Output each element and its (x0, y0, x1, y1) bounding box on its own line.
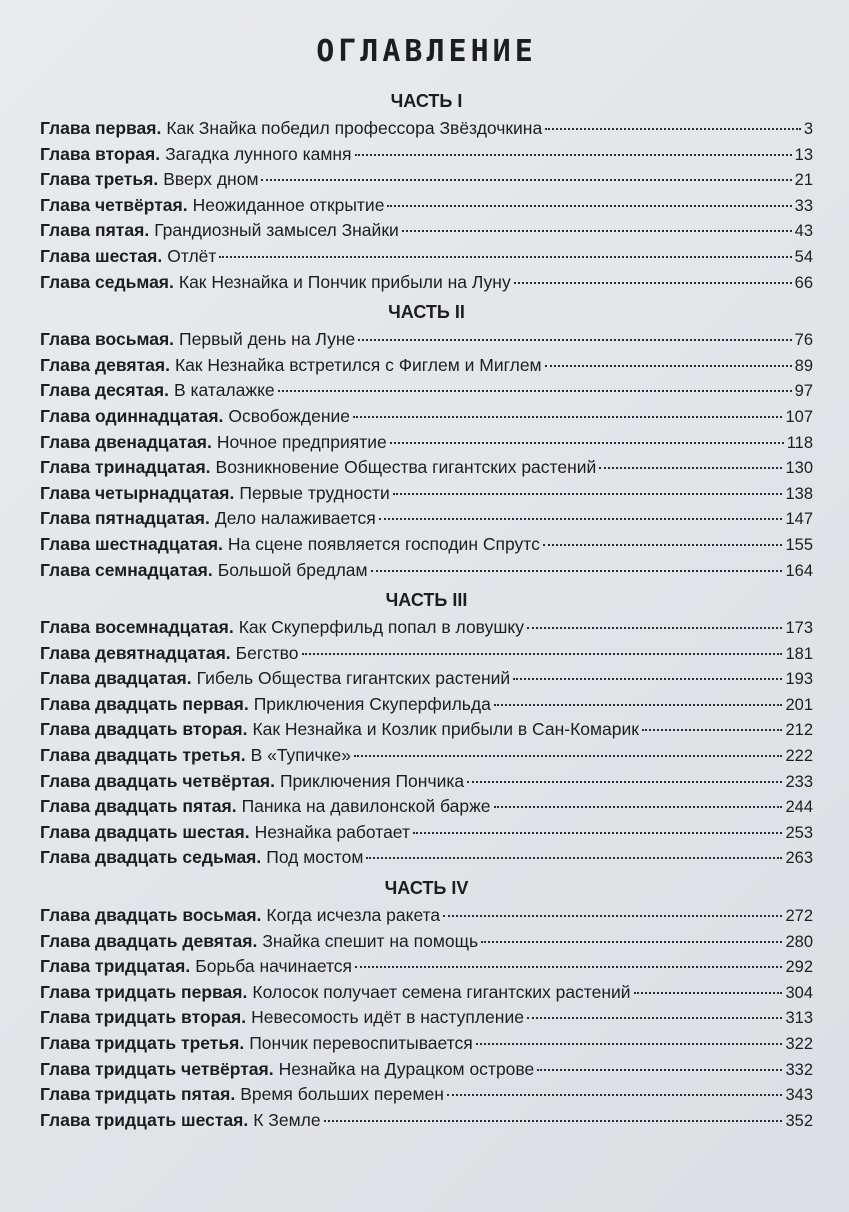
toc-entry (40, 903, 813, 929)
toc-entry (40, 353, 813, 379)
page-number: 352 (785, 1111, 813, 1130)
page-number: 164 (785, 561, 813, 580)
chapter-title: Отлёт (167, 245, 217, 266)
toc-part (40, 297, 813, 583)
chapter-label: Глава тридцатая. (40, 956, 191, 977)
dot-leader (354, 755, 782, 757)
chapter-title: Приключения Пончика (279, 770, 465, 791)
toc-entry (40, 743, 813, 769)
dot-leader (402, 230, 792, 232)
dot-leader (387, 205, 791, 207)
chapter-title: Знайка спешит на помощь (262, 930, 479, 951)
chapter-title: Приключения Скуперфильда (253, 693, 491, 714)
chapter-label: Глава седьмая. (40, 271, 174, 292)
page-number: 193 (785, 670, 813, 689)
dot-leader (543, 544, 783, 546)
page-number: 343 (785, 1086, 813, 1105)
page-number: 21 (794, 171, 813, 190)
part-heading: ЧАСТЬ II (388, 302, 465, 323)
toc-entry (40, 980, 813, 1006)
chapter-label: Глава четвёртая. (40, 194, 188, 215)
toc-entry (40, 794, 813, 820)
toc-entry (40, 1082, 813, 1108)
dot-leader (324, 1120, 783, 1122)
chapter-label: Глава двадцатая. (40, 668, 192, 689)
toc-part (40, 86, 813, 295)
chapter-label: Глава одиннадцатая. (40, 405, 224, 426)
chapter-title: В каталажке (173, 380, 275, 401)
chapter-label: Глава пятая. (40, 220, 150, 241)
page-number: 138 (785, 484, 813, 503)
chapter-title: Большой бредлам (217, 559, 368, 580)
chapter-title: Паника на давилонской барже (241, 796, 491, 817)
page-number: 233 (785, 772, 813, 791)
dot-leader (393, 493, 783, 495)
toc-entry (40, 167, 813, 193)
page-number: 3 (803, 120, 813, 138)
page-number: 322 (785, 1035, 813, 1053)
dot-leader (413, 832, 783, 834)
toc-entry (40, 820, 813, 846)
page-number: 130 (785, 459, 813, 478)
dot-leader (302, 653, 783, 655)
toc-entry (40, 116, 813, 142)
chapter-label: Глава шестая. (40, 245, 163, 266)
dot-leader (514, 282, 792, 284)
page-number: 272 (785, 907, 813, 926)
chapter-label: Глава тридцать вторая. (40, 1007, 247, 1028)
dot-leader (355, 966, 782, 968)
chapter-title: Пончик перевоспитывается (249, 1033, 473, 1053)
chapter-label: Глава десятая. (40, 380, 169, 401)
dot-leader (261, 179, 791, 181)
chapter-title: Ночное предприятие (216, 431, 387, 452)
page-number: 118 (786, 433, 813, 452)
toc-part (40, 873, 813, 1133)
chapter-label: Глава тридцать четвёртая. (40, 1058, 274, 1079)
chapter-title: Гибель Общества гигантских растений (196, 668, 511, 689)
dot-leader (494, 704, 783, 706)
chapter-label: Глава тридцать шестая. (40, 1109, 249, 1130)
toc-entry (40, 641, 813, 667)
chapter-label: Глава вторая. (40, 143, 161, 164)
chapter-title: Как Незнайка и Пончик прибыли на Луну (178, 271, 511, 292)
dot-leader (379, 518, 783, 520)
dot-leader (447, 1094, 783, 1096)
chapter-title: Грандиозный замысел Знайки (154, 220, 399, 241)
page-number: 33 (794, 196, 813, 215)
chapter-title: Невесомость идёт в наступление (251, 1007, 524, 1028)
chapter-label: Глава двадцать вторая. (40, 719, 248, 740)
dot-leader (219, 256, 791, 258)
chapter-label: Глава восьмая. (40, 329, 175, 350)
chapter-title: Возникновение Общества гигантских растений (215, 457, 597, 478)
page-number: 280 (785, 932, 813, 951)
page-number: 212 (785, 721, 813, 740)
chapter-title: Как Незнайка и Козлик прибыли в Сан-Комарик (252, 719, 639, 740)
toc-entry (40, 954, 813, 980)
toc-entry (40, 378, 813, 404)
dot-leader (355, 154, 792, 156)
toc-entry (40, 615, 813, 641)
chapter-label: Глава двадцать пятая. (40, 796, 237, 817)
chapter-label: Глава четырнадцатая. (40, 482, 235, 503)
page-number: 107 (785, 407, 813, 426)
chapter-title: Освобождение (228, 405, 350, 426)
page-number: 181 (785, 644, 813, 663)
toc-entry (40, 1031, 813, 1057)
page-number: 304 (785, 983, 813, 1002)
chapter-label: Глава первая. (40, 118, 162, 138)
dot-leader (390, 442, 784, 444)
chapter-title: В «Тупичке» (250, 745, 351, 766)
page-number: 97 (794, 382, 813, 401)
dot-leader (545, 365, 792, 367)
chapter-title: Под мостом (266, 847, 364, 868)
chapter-label: Глава девятая. (40, 354, 170, 375)
chapter-title: Время больших перемен (240, 1084, 444, 1105)
page-number: 76 (794, 331, 813, 350)
toc-part (40, 585, 813, 871)
toc-entry (40, 1057, 813, 1083)
toc-entry (40, 193, 813, 219)
page-number: 54 (794, 247, 813, 266)
dot-leader (443, 915, 782, 917)
chapter-label: Глава двадцать четвёртая. (40, 770, 275, 791)
page-number: 263 (785, 849, 813, 868)
toc-entry (40, 270, 813, 296)
chapter-title: Как Незнайка встретился с Фиглем и Миглем (174, 354, 542, 375)
page-number: 13 (794, 145, 813, 164)
page-number: 147 (785, 510, 813, 529)
chapter-title: Борьба начинается (195, 956, 353, 977)
page-number: 313 (785, 1009, 813, 1028)
chapter-title: Первый день на Луне (179, 329, 356, 350)
toc-entry (40, 506, 813, 532)
toc-entry (40, 244, 813, 270)
chapter-label: Глава двадцать девятая. (40, 930, 258, 951)
dot-leader (537, 1069, 782, 1071)
toc-list (40, 86, 813, 1133)
chapter-label: Глава тринадцатая. (40, 457, 211, 478)
chapter-title: Первые трудности (239, 482, 390, 503)
part-heading: ЧАСТЬ IV (384, 878, 469, 899)
chapter-label: Глава семнадцатая. (40, 559, 213, 580)
page-number: 173 (785, 619, 813, 638)
toc-entry (40, 558, 813, 584)
dot-leader (599, 467, 782, 469)
dot-leader (513, 678, 782, 680)
toc-entry (40, 404, 813, 430)
dot-leader (494, 806, 783, 808)
toc-entry (40, 455, 813, 481)
dot-leader (545, 128, 801, 130)
toc-entry (40, 666, 813, 692)
chapter-label: Глава двадцать третья. (40, 745, 246, 766)
chapter-label: Глава двадцать шестая. (40, 821, 250, 842)
chapter-label: Глава третья. (40, 169, 159, 190)
dot-leader (366, 857, 782, 859)
page-number: 222 (785, 747, 813, 766)
chapter-title: На сцене появляется господин Спрутс (227, 533, 540, 554)
toc-entry (40, 717, 813, 743)
dot-leader (527, 627, 782, 629)
dot-leader (353, 416, 782, 418)
chapter-label: Глава двенадцатая. (40, 431, 212, 452)
chapter-label: Глава двадцать восьмая. (40, 905, 262, 926)
toc-entry (40, 142, 813, 168)
dot-leader (467, 781, 782, 783)
page-number: 201 (785, 695, 813, 714)
toc-entry (40, 430, 813, 456)
chapter-label: Глава пятнадцатая. (40, 508, 210, 529)
page-number: 89 (794, 356, 813, 375)
page-number: 244 (785, 798, 813, 817)
dot-leader (642, 729, 783, 731)
chapter-title: Как Скуперфильд попал в ловушку (238, 617, 524, 638)
chapter-title: К Земле (253, 1109, 321, 1130)
page-number: 292 (785, 958, 813, 977)
chapter-label: Глава двадцать первая. (40, 693, 249, 714)
dot-leader (527, 1017, 783, 1019)
chapter-title: Незнайка на Дурацком острове (278, 1058, 535, 1079)
part-heading: ЧАСТЬ III (385, 590, 468, 611)
dot-leader (476, 1043, 783, 1045)
chapter-title: Вверх дном (163, 169, 259, 190)
page-number: 332 (785, 1060, 813, 1079)
toc-entry (40, 327, 813, 353)
dot-leader (634, 992, 783, 994)
chapter-label: Глава девятнадцатая. (40, 642, 231, 663)
chapter-label: Глава тридцать первая. (40, 981, 248, 1002)
dot-leader (371, 570, 783, 572)
chapter-title: Незнайка работает (254, 821, 410, 842)
page-number: 155 (785, 535, 813, 554)
chapter-label: Глава тридцать третья. (40, 1033, 245, 1053)
toc-entry (40, 845, 813, 871)
toc-entry (40, 692, 813, 718)
chapter-title: Неожиданное открытие (192, 194, 385, 215)
toc-entry (40, 929, 813, 955)
chapter-title: Бегство (235, 642, 299, 663)
dot-leader (358, 339, 791, 341)
chapter-title: Загадка лунного камня (165, 143, 352, 164)
chapter-label: Глава восемнадцатая. (40, 617, 234, 638)
dot-leader (481, 941, 782, 943)
dot-leader (278, 390, 792, 392)
chapter-title: Дело налаживается (214, 508, 376, 529)
chapter-label: Глава шестнадцатая. (40, 533, 223, 554)
chapter-title: Колосок получает семена гигантских растений (252, 981, 631, 1002)
chapter-title: Как Знайка победил профессора Звёздочкина (166, 118, 543, 138)
toc-entry (40, 769, 813, 795)
toc-entry (40, 218, 813, 244)
page-number: 253 (785, 823, 813, 842)
toc-entry (40, 1005, 813, 1031)
toc-entry (40, 1108, 813, 1134)
chapter-title: Когда исчезла ракета (266, 905, 441, 926)
page-title: ОГЛАВЛЕНИЕ (316, 34, 537, 69)
toc-entry (40, 481, 813, 507)
toc-entry (40, 532, 813, 558)
chapter-label: Глава тридцать пятая. (40, 1084, 236, 1105)
page-number: 66 (794, 273, 813, 292)
part-heading: ЧАСТЬ I (390, 91, 463, 111)
page-number: 43 (794, 222, 813, 241)
chapter-label: Глава двадцать седьмая. (40, 847, 262, 868)
